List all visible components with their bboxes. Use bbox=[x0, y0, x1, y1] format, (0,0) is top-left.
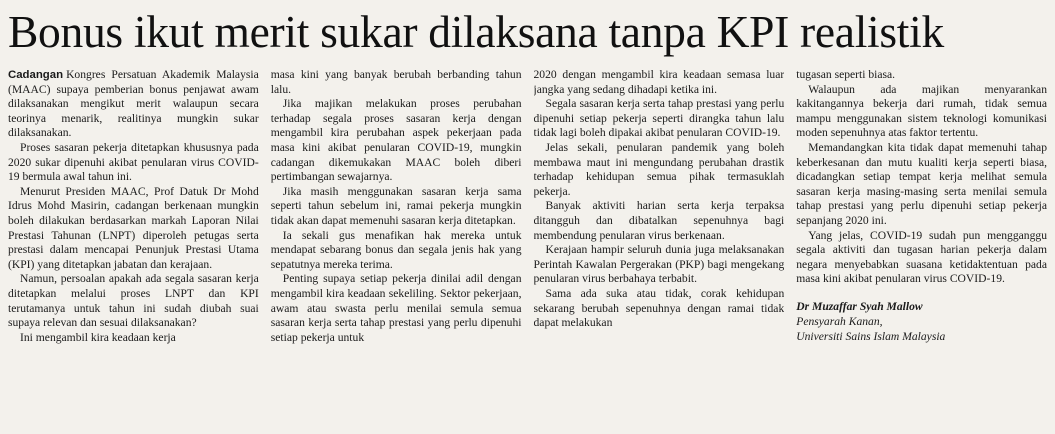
paragraph-continued: tugasan seperti biasa. bbox=[796, 68, 896, 81]
author-signature bbox=[796, 299, 1047, 344]
paragraph: Ia sekali gus menafikan hak mereka untuk mendapat sebarang bonus dan segala jenis hak yang sepatutnya mereka terima. bbox=[270, 228, 522, 271]
paragraph: Penting supaya setiap pekerja dinilai adil dengan mengambil kira keadaan sekeliling. Sektor pekerjaan, awam atau swasta perlu menilai semula semua sasaran kerja serta tahap prestasi yang perlu dipenuhi setiap pekerja untuk bbox=[270, 272, 522, 344]
paragraph: Jelas sekali, penularan pandemik yang boleh membawa maut ini mengundang perubahan drastik terhadap kehidupan semua pihak termasuklah pekerja. bbox=[533, 140, 785, 198]
paragraph: Yang jelas, COVID-19 sudah pun mengganggu segala aktiviti dan tugasan harian pekerja dalam negara menyebabkan suasana ketidaktentuan pada masa kini akibat penularan virus COVID-19. bbox=[796, 228, 1047, 286]
paragraph: Proses sasaran pekerja ditetapkan khususnya pada 2020 sukar dipenuhi akibat penularan virus COVID-19 bermula awal tahun ini. bbox=[8, 140, 259, 184]
paragraph: Sama ada suka atau tidak, corak kehidupan sekarang berubah sepenuhnya dengan ramai tidak dapat melakukan bbox=[533, 286, 785, 330]
column-3 bbox=[534, 68, 785, 424]
paragraph: Memandangkan kita tidak dapat memenuhi tahap keberkesanan dan mutu kualiti kerja seperti biasa, dicadangkan setiap tempat kerja melihat semula sasaran kerja masing-masing serta menilai semula tahap prestasi yang perlu dipenuhi setiap pekerja sepanjang 2020 ini. bbox=[796, 140, 1047, 227]
article-body bbox=[8, 68, 1047, 424]
author-name: Dr Muzaffar Syah Mallow bbox=[796, 299, 923, 313]
column-1 bbox=[8, 68, 259, 424]
paragraph-continued: 2020 dengan mengambil kira keadaan semasa luar jangka yang sedang dihadapi ketika ini. bbox=[533, 68, 785, 96]
paragraph: Walaupun ada majikan menyarankan kakitangannya bekerja dari rumah, tidak semua mampu menggunakan sistem teknologi komunikasi moden sepenuhnya atas faktor tertentu. bbox=[796, 82, 1047, 140]
paragraph: Kerajaan hampir seluruh dunia juga melaksanakan Perintah Kawalan Pergerakan (PKP) bagi mengekang penularan virus berbahaya terbabit. bbox=[533, 243, 785, 286]
paragraph: Banyak aktiviti harian serta kerja terpaksa ditangguh dan dibatalkan sepenuhnya bagi membendung penularan virus berkenaan. bbox=[533, 199, 785, 242]
author-institution: Universiti Sains Islam Malaysia bbox=[796, 329, 946, 343]
paragraph: Ini mengambil kira keadaan kerja bbox=[20, 330, 176, 344]
paragraph: Namun, persoalan apakah ada segala sasaran kerja ditetapkan melalui proses LNPT dan KPI terutamanya untuk tahun ini sudah diubah suai supaya relevan dan sesuai dilaksanakan? bbox=[8, 272, 259, 330]
paragraph: Jika masih menggunakan sasaran kerja sama seperti tahun sebelum ini, ramai pekerja mungkin tidak akan dapat memenuhi sasaran kerja ditetapkan. bbox=[270, 184, 522, 227]
paragraph: Segala sasaran kerja serta tahap prestasi yang perlu dipenuhi setiap pekerja seperti dirangka tahun lalu tidak lagi boleh dipakai akibat penularan COVID-19. bbox=[533, 97, 785, 140]
headline: Bonus ikut merit sukar dilaksana tanpa KPI realistik bbox=[8, 6, 944, 57]
paragraph bbox=[8, 68, 259, 141]
author-title: Pensyarah Kanan, bbox=[796, 314, 883, 328]
paragraph: Menurut Presiden MAAC, Prof Datuk Dr Mohd Idrus Mohd Masirin, cadangan berkenaan mungkin boleh dilakukan berdasarkan markah Laporan Nilai Prestasi Tahunan (LNPT) diperoleh petugas serta prestasi dalam mencapai Penunjuk Prestasi Utama (KPI) yang ditetapkan jabatan dan kerajaan. bbox=[8, 184, 259, 271]
column-4 bbox=[796, 68, 1047, 424]
lead-word: Cadangan bbox=[8, 69, 64, 81]
paragraph-continued: masa kini yang banyak berubah berbanding tahun lalu. bbox=[270, 68, 522, 96]
paragraph-text: Kongres Persatuan Akademik Malaysia (MAAC) supaya pemberian bonus penjawat awam dilaksanakan mengikut merit walaupun secara teorinya menarik, realitinya mungkin sukar dilaksanakan. bbox=[8, 68, 259, 140]
paragraph: Jika majikan melakukan proses perubahan terhadap segala proses sasaran kerja dengan mengambil kira perubahan aspek pekerjaan pada masa kini akibat penularan COVID-19, mungkin cadangan dikemukakan MAAC boleh diberi pertimbangan sewajarnya. bbox=[270, 97, 522, 184]
column-2 bbox=[271, 68, 522, 424]
